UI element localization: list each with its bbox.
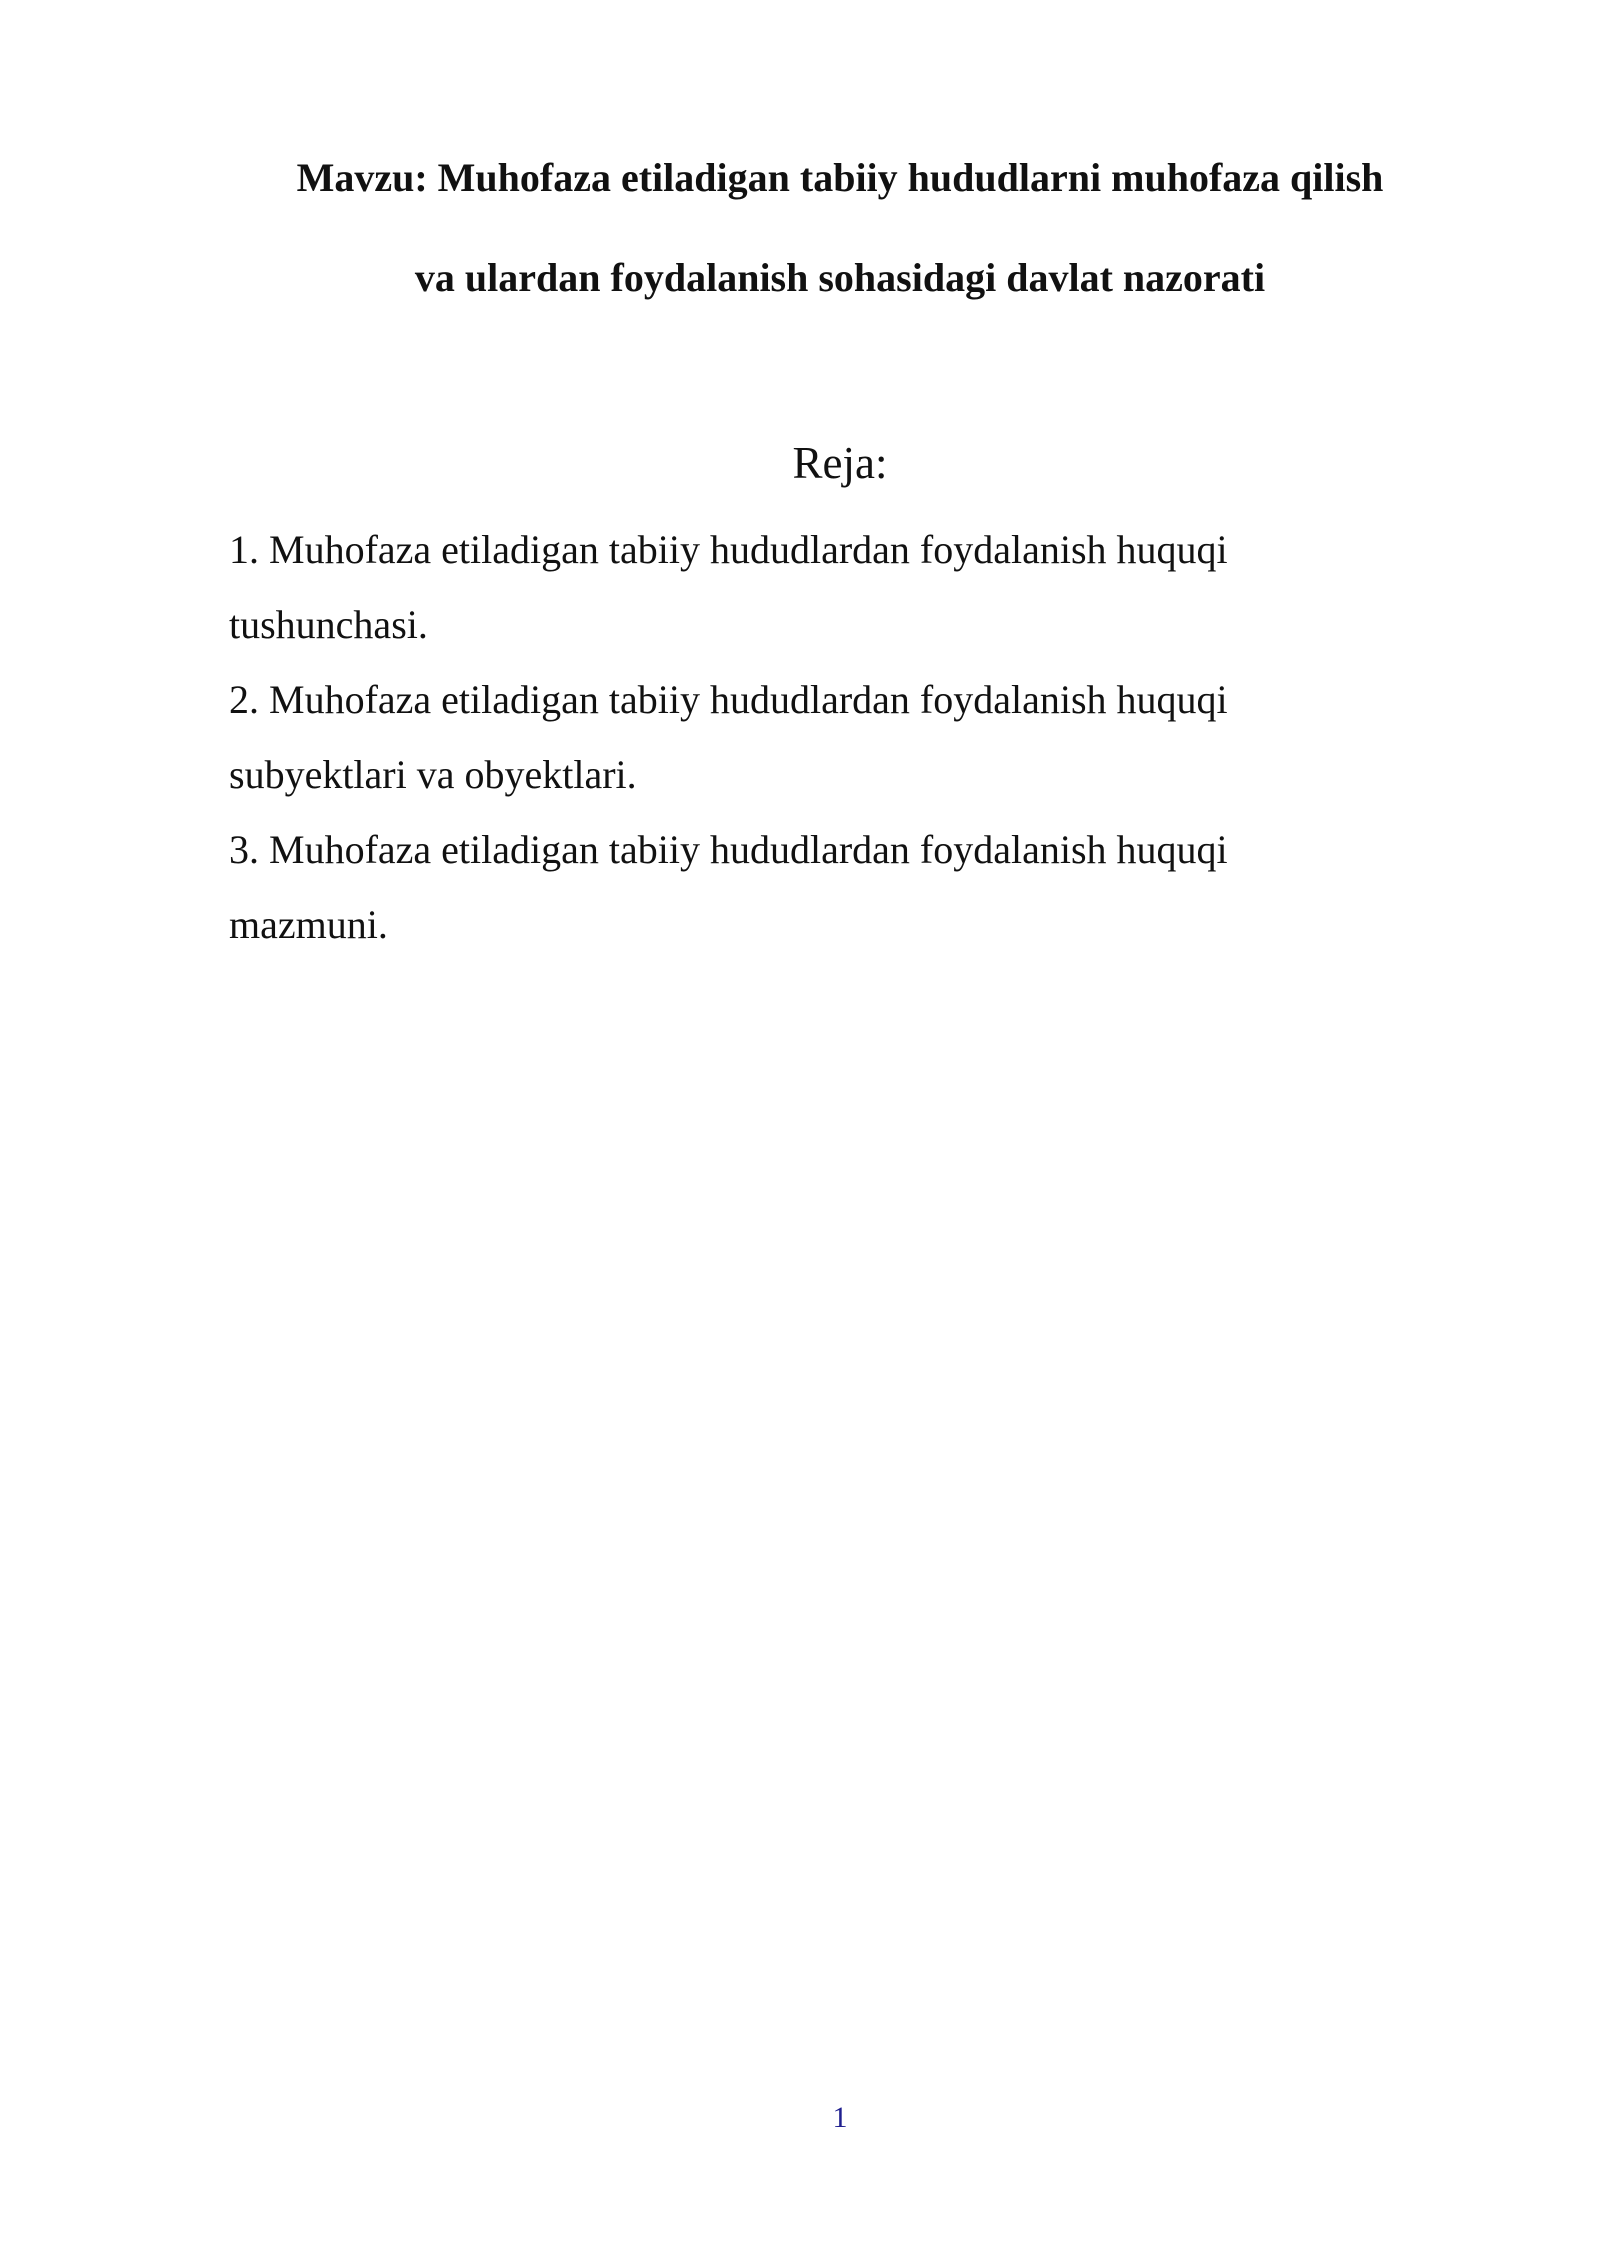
plan-item-3-line-1: 3. Muhofaza etiladigan tabiiy hududlardan foydalanish huquqi [229, 827, 1228, 872]
page-number: 1 [832, 2101, 848, 2134]
document-title-line-1: Mavzu: Muhofaza etiladigan tabiiy hududlarni muhofaza qilish [296, 155, 1384, 200]
plan-item-2-line-1: 2. Muhofaza etiladigan tabiiy hududlardan foydalanish huquqi [229, 677, 1228, 722]
plan-item-2-line-2: subyektlari va obyektlari. [229, 752, 637, 797]
plan-item-1-line-1: 1. Muhofaza etiladigan tabiiy hududlardan foydalanish huquqi [229, 527, 1228, 572]
document-title-line-2: va ulardan foydalanish sohasidagi davlat nazorati [414, 255, 1266, 300]
plan-item-2 [229, 662, 1379, 812]
plan-list [229, 512, 1379, 962]
plan-item-1-line-2: tushunchasi. [229, 602, 428, 647]
plan-item-3-line-2: mazmuni. [229, 902, 388, 947]
plan-heading: Reja: [792, 438, 888, 488]
plan-item-3 [229, 812, 1379, 962]
plan-item-1 [229, 512, 1379, 662]
